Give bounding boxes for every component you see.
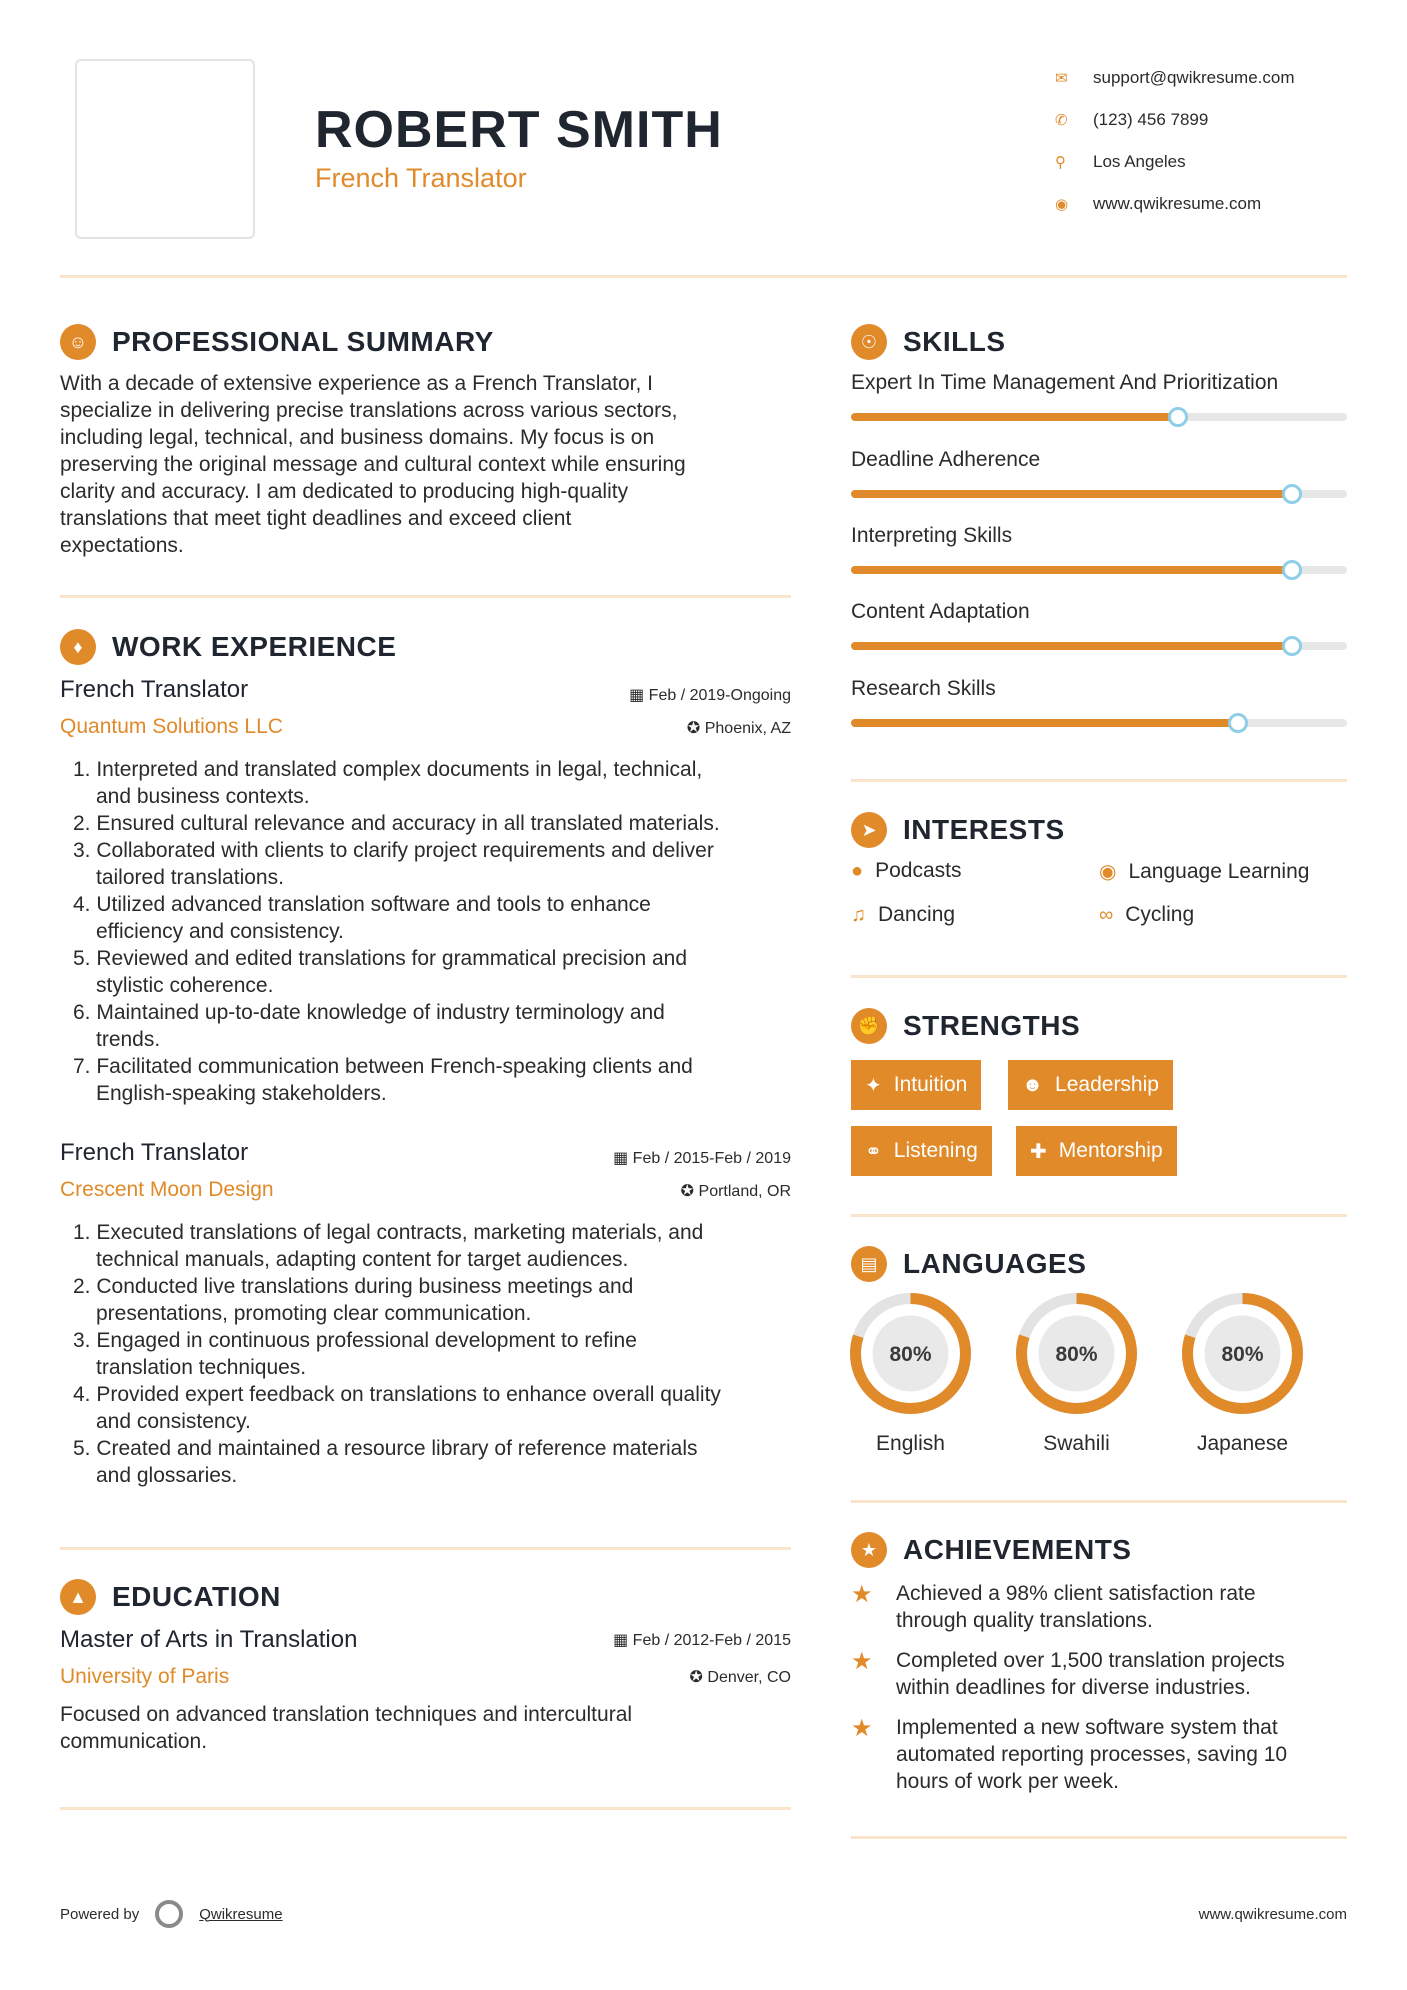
magic-wand-icon: ✦ — [865, 1074, 882, 1097]
education-description: Focused on advanced translation techniques and intercultural communication. — [60, 1703, 633, 1753]
candidate-name: ROBERT SMITH — [315, 101, 723, 159]
skills-divider — [851, 779, 1347, 782]
language-ring — [1014, 1291, 1139, 1416]
degree-title: Master of Arts in Translation — [60, 1626, 358, 1653]
fist-icon: ✊ — [851, 1008, 887, 1044]
skill-bar — [851, 642, 1347, 650]
interest-item: ∞ Cycling — [1099, 903, 1195, 926]
svg-text:80%: 80% — [889, 1343, 932, 1366]
job-title: French Translator — [60, 1139, 249, 1166]
skill-bar — [851, 413, 1347, 421]
strengths-divider — [851, 1214, 1347, 1217]
music-note-icon: ♫ — [851, 903, 866, 926]
contact-phone[interactable]: ✆ (123) 456 7899 — [1055, 110, 1209, 129]
contact-website[interactable]: ◉ www.qwikresume.com — [1055, 194, 1262, 213]
strength-badge: ☻ Leadership — [1008, 1060, 1173, 1110]
achievement-item: ★ Implemented a new software system that automated reporting processes, saving 10 hours of work per week. — [851, 1715, 1288, 1793]
language-ring — [848, 1291, 973, 1416]
language-item: 80% Japanese — [1180, 1291, 1305, 1456]
list-item: 2. Ensured cultural relevance and accuracy in all translated materials. — [73, 812, 720, 835]
education-date: ▦ Feb / 2012-Feb / 2015 — [613, 1632, 791, 1649]
calendar-icon: ▦ — [629, 687, 649, 704]
svg-text:80%: 80% — [1221, 1343, 1264, 1366]
svg-text:80%: 80% — [1055, 1343, 1098, 1366]
calendar-icon: ▦ — [613, 1150, 633, 1167]
interest-item: ◉ Language Learning — [1099, 859, 1310, 883]
globe-icon: ◉ — [1055, 196, 1069, 213]
job-company: Crescent Moon Design — [60, 1178, 274, 1201]
achievement-item: ★ Achieved a 98% client satisfaction rate through quality translations. — [851, 1581, 1256, 1632]
list-item: 4. Utilized advanced translation software and tools to enhance efficiency and consistency. — [73, 893, 651, 943]
list-item: 5. Created and maintained a resource library of reference materials and glossaries. — [73, 1437, 698, 1487]
users-icon: ☻ — [1022, 1073, 1044, 1096]
job-location: ✪ Phoenix, AZ — [686, 720, 791, 737]
bicycle-icon: ∞ — [1099, 903, 1114, 926]
list-item: 6. Maintained up-to-date knowledge of industry terminology and trends. — [73, 1001, 665, 1051]
skill-slider-knob[interactable] — [1228, 713, 1248, 733]
skill-slider-knob[interactable] — [1282, 636, 1302, 656]
skill-bar — [851, 566, 1347, 574]
skills-heading: ☉ SKILLS — [851, 324, 1006, 360]
briefcase-icon: ♦ — [60, 629, 96, 665]
skill-item: Research Skills — [851, 677, 1347, 727]
candidate-title: French Translator — [315, 163, 527, 193]
language-ring — [1180, 1291, 1305, 1416]
education-heading: ▲ EDUCATION — [60, 1579, 281, 1615]
user-plus-icon: ✚ — [1030, 1140, 1047, 1163]
school-name: University of Paris — [60, 1665, 230, 1688]
skill-item: Interpreting Skills — [851, 524, 1347, 574]
education-divider — [60, 1807, 791, 1810]
summary-divider — [60, 595, 791, 598]
star-badge-icon: ★ — [851, 1532, 887, 1568]
list-item: 1. Interpreted and translated complex documents in legal, technical, and business contexts. — [73, 758, 703, 808]
language-item: 80% Swahili — [1014, 1291, 1139, 1456]
profile-photo — [75, 59, 255, 239]
job-title: French Translator — [60, 676, 249, 703]
list-item: 3. Collaborated with clients to clarify project requirements and deliver tailored translations. — [73, 839, 714, 889]
skill-bar — [851, 719, 1347, 727]
qwikresume-link[interactable]: Qwikresume — [199, 1905, 283, 1923]
footer-url[interactable]: www.qwikresume.com — [1198, 1906, 1347, 1923]
map-pin-icon: ⚲ — [1055, 154, 1066, 171]
contact-block — [1055, 57, 1355, 225]
pin-icon: ✪ — [680, 1183, 699, 1200]
job-date: ▦ Feb / 2019-Ongoing — [629, 687, 791, 704]
lightbulb-icon: ☉ — [851, 324, 887, 360]
skill-item: Deadline Adherence — [851, 448, 1347, 498]
skill-bar — [851, 490, 1347, 498]
interest-item: ● Podcasts — [851, 859, 962, 882]
experience-heading: ♦ WORK EXPERIENCE — [60, 629, 396, 665]
achievements-divider — [851, 1836, 1347, 1839]
job-duties — [55, 756, 815, 1107]
graduation-cap-icon: ▲ — [60, 1579, 96, 1615]
header-divider — [60, 275, 1347, 278]
skill-item: Expert In Time Management And Prioritization — [851, 371, 1347, 421]
interest-item: ♫ Dancing — [851, 903, 956, 926]
phone-icon: ✆ — [1055, 112, 1068, 129]
calendar-icon: ▦ — [613, 1632, 633, 1649]
skill-slider-knob[interactable] — [1282, 560, 1302, 580]
globe-icon: ◉ — [1099, 861, 1117, 883]
list-item: 4. Provided expert feedback on translations to enhance overall quality and consistency. — [73, 1383, 721, 1433]
qwikresume-logo-icon — [155, 1900, 183, 1928]
achievement-item: ★ Completed over 1,500 translation projects within deadlines for diverse industries. — [851, 1648, 1285, 1699]
language-card-icon: ▤ — [851, 1246, 887, 1282]
list-item: 2. Conducted live translations during business meetings and presentations, promoting clear communication. — [73, 1275, 634, 1325]
star-icon: ★ — [851, 1715, 873, 1742]
contact-location: ⚲ Los Angeles — [1055, 152, 1186, 171]
language-item: 80% English — [848, 1291, 973, 1456]
list-item: 3. Engaged in continuous professional development to refine translation techniques. — [73, 1329, 637, 1379]
star-icon: ★ — [851, 1581, 873, 1608]
achievements-heading: ★ ACHIEVEMENTS — [851, 1532, 1131, 1568]
list-item: 7. Facilitated communication between French-speaking clients and English-speaking stakeholders. — [73, 1055, 693, 1105]
job-duties — [55, 1219, 815, 1489]
skill-item: Content Adaptation — [851, 600, 1347, 650]
strength-badge: ⚭ Listening — [851, 1126, 992, 1176]
list-item: 1. Executed translations of legal contracts, marketing materials, and technical manuals, adapting content for target audiences. — [73, 1221, 704, 1271]
envelope-icon: ✉ — [1055, 70, 1068, 87]
footer-powered-by: Powered by Qwikresume — [60, 1900, 283, 1928]
skill-slider-knob[interactable] — [1168, 407, 1188, 427]
experience-divider — [60, 1547, 791, 1550]
headphones-icon: ⚭ — [865, 1140, 882, 1163]
strength-badge: ✦ Intuition — [851, 1060, 981, 1110]
job-date: ▦ Feb / 2015-Feb / 2019 — [613, 1150, 791, 1167]
paper-plane-icon: ➤ — [851, 812, 887, 848]
summary-text: With a decade of extensive experience as a French Translator, I specialize in delivering precise translations across various sectors, including legal, technical, and business domains. My focus is on preserving the original message and cultural context while ensuring clarity and accuracy. I am dedicated to producing high-quality translations that meet tight deadlines and exceed client expectations. — [60, 372, 686, 557]
interests-heading: ➤ INTERESTS — [851, 812, 1065, 848]
languages-divider — [851, 1500, 1347, 1503]
contact-email[interactable]: ✉ support@qwikresume.com — [1055, 68, 1295, 87]
pin-icon: ✪ — [689, 1669, 708, 1686]
job-location: ✪ Portland, OR — [680, 1183, 791, 1200]
strength-badge: ✚ Mentorship — [1016, 1126, 1177, 1176]
job-company: Quantum Solutions LLC — [60, 715, 283, 738]
pin-icon: ✪ — [686, 720, 705, 737]
microphone-icon: ● — [851, 859, 864, 882]
user-icon: ☺ — [60, 324, 96, 360]
star-icon: ★ — [851, 1648, 873, 1675]
education-location: ✪ Denver, CO — [689, 1669, 791, 1686]
strengths-heading: ✊ STRENGTHS — [851, 1008, 1080, 1044]
interests-divider — [851, 975, 1347, 978]
list-item: 5. Reviewed and edited translations for grammatical precision and stylistic coherence. — [73, 947, 687, 997]
languages-heading: ▤ LANGUAGES — [851, 1246, 1086, 1282]
summary-heading: ☺ PROFESSIONAL SUMMARY — [60, 324, 494, 360]
skill-slider-knob[interactable] — [1282, 484, 1302, 504]
